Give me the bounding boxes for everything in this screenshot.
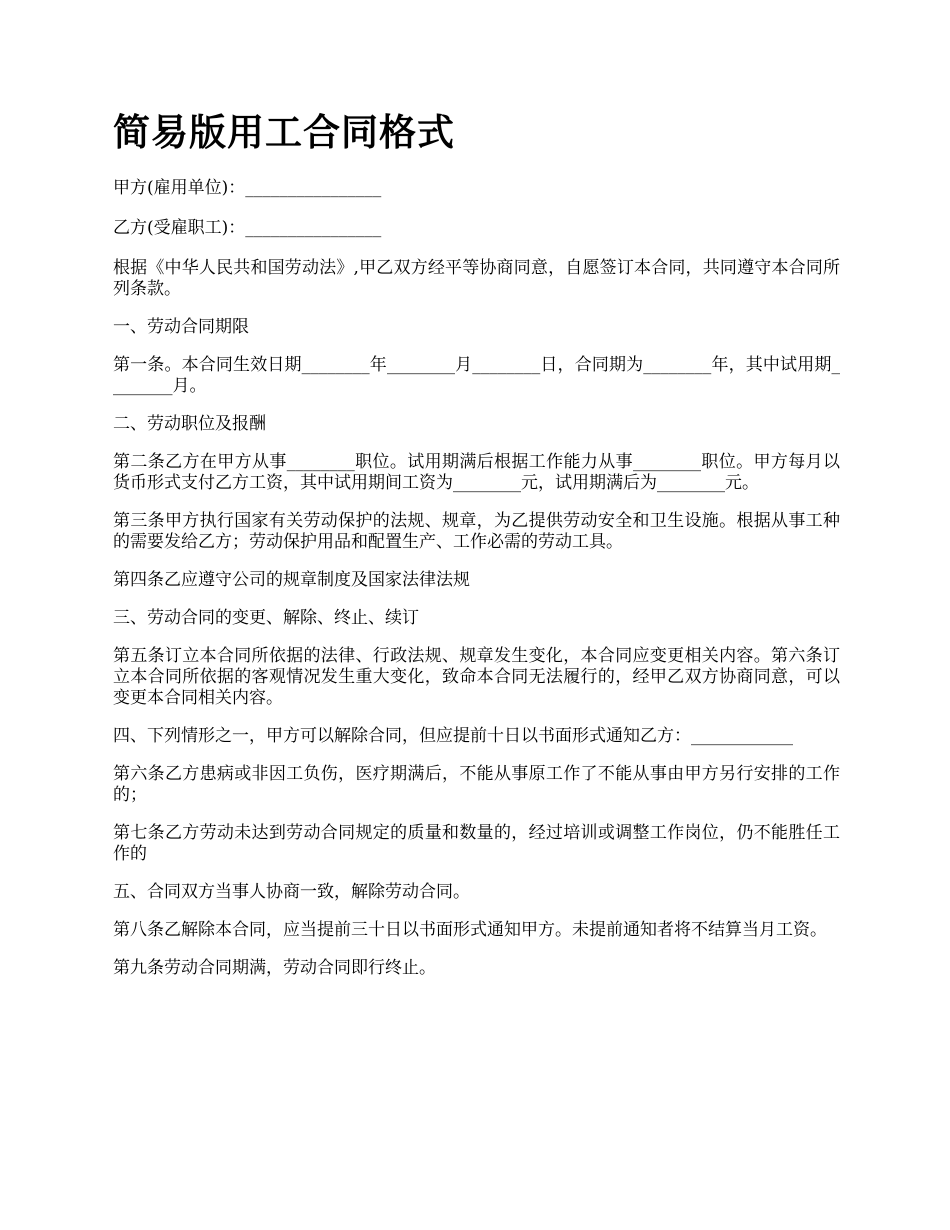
article-4: 第四条乙应遵守公司的规章制度及国家法律法规 [113, 570, 470, 590]
article-6: 第六条乙方患病或非因工负伤，医疗期满后，不能从事原工作了不能从事由甲方另行安排的工作的； [113, 764, 840, 805]
article-1: 第一条。本合同生效日期________年________月________日，合同期为________年，其中试用期________月。 [113, 355, 840, 396]
section-heading-dismissal-conditions: 四、下列情形之一，甲方可以解除合同，但应提前十日以书面形式通知乙方：____________ [113, 726, 793, 746]
section-heading-change-termination: 三、劳动合同的变更、解除、终止、续订 [113, 608, 419, 628]
article-2: 第二条乙方在甲方从事________职位。试用期满后根据工作能力从事________职位。甲方每月以货币形式支付乙方工资，其中试用期间工资为________元，试用期满后为________元。 [113, 452, 840, 493]
document-page [113, 108, 840, 996]
article-5: 第五条订立本合同所依据的法律、行政法规、规章发生变化，本合同应变更相关内容。第六条订立本合同所依据的客观情况发生重大变化，致命本合同无法履行的，经甲乙双方协商同意，可以变更本合同相关内容。 [113, 646, 840, 708]
article-7: 第七条乙方劳动未达到劳动合同规定的质量和数量的，经过培训或调整工作岗位，仍不能胜任工作的 [113, 823, 840, 864]
section-heading-mutual-termination: 五、合同双方当事人协商一致，解除劳动合同。 [113, 882, 470, 902]
article-3: 第三条甲方执行国家有关劳动保护的法规、规章，为乙提供劳动安全和卫生设施。根据从事工种的需要发给乙方；劳动保护用品和配置生产、工作必需的劳动工具。 [113, 511, 840, 552]
party-a-line: 甲方(雇用单位)：________________ [113, 178, 382, 198]
article-8: 第八条乙解除本合同，应当提前三十日以书面形式通知甲方。未提前通知者将不结算当月工资。 [113, 920, 827, 940]
section-heading-position-pay: 二、劳动职位及报酬 [113, 414, 266, 434]
article-9: 第九条劳动合同期满，劳动合同即行终止。 [113, 958, 436, 978]
document-title: 简易版用工合同格式 [113, 111, 455, 154]
party-b-line: 乙方(受雇职工)：________________ [113, 218, 382, 238]
section-heading-term: 一、劳动合同期限 [113, 317, 249, 337]
preamble-paragraph: 根据《中华人民共和国劳动法》,甲乙双方经平等协商同意，自愿签订本合同，共同遵守本合同所列条款。 [113, 258, 840, 299]
